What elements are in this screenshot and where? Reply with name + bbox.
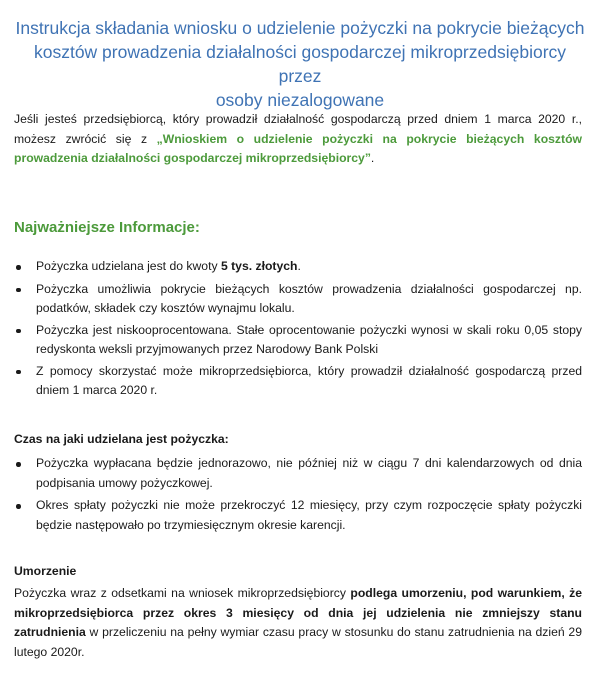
bullet-icon	[16, 288, 21, 293]
key-info-heading: Najważniejsze Informacje:	[14, 219, 200, 236]
remission-paragraph	[14, 584, 582, 662]
intro-text: Jeśli jesteś przedsiębiorcą, który prowadził działalność gospodarczą przed dniem 1 marca 2020 r., możesz zwrócić się z	[14, 112, 582, 146]
bullet-icon	[16, 462, 21, 467]
duration-item-2-text: Okres spłaty pożyczki nie może przekroczyć 12 miesięcy, przy czym rozpoczęcie spłaty pożyczki będzie następowało po trzymiesięcznym okresie karencji.	[36, 498, 582, 532]
key-info-list	[0, 257, 600, 401]
list-item	[0, 496, 600, 535]
list-item	[0, 280, 600, 319]
application-name: „Wnioskiem o udzielenie pożyczki na pokrycie bieżących kosztów prowadzenia działalności gospodarczej mikroprzedsiębiorcy”	[14, 131, 582, 165]
page-title	[14, 16, 586, 112]
key-info-item-1-end: .	[297, 259, 301, 273]
remission-text: Pożyczka wraz z odsetkami na wniosek mikroprzedsiębiorcy	[14, 586, 351, 600]
duration-item-1-text: Pożyczka wypłacana będzie jednorazowo, nie później niż w ciągu 7 dni kalendarzowych od dnia podpisania umowy pożyczkowej.	[36, 456, 582, 490]
key-info-item-2-text: Pożyczka umożliwia pokrycie bieżących kosztów prowadzenia działalności gospodarczej np. podatków, składek czy kosztów wynajmu lokalu.	[36, 281, 582, 315]
key-info-item-3-text: Pożyczka jest niskooprocentowana. Stałe oprocentowanie pożyczki wynosi w skali roku 0,05 stopy redyskonta weksli przyjmowanych przez Narodowy Bank Polski	[36, 322, 582, 356]
list-item	[0, 362, 600, 401]
key-info-item-4-text: Z pomocy skorzystać może mikroprzedsiębiorca, który prowadził działalność gospodarczą przed dniem 1 marca 2020 r.	[36, 363, 582, 397]
intro-paragraph	[14, 110, 582, 169]
duration-heading: Czas na jaki udzielana jest pożyczka:	[14, 432, 229, 446]
remission-condition: podlega umorzeniu, pod warunkiem, że mikroprzedsiębiorca przez okres 3 miesięcy od dnia jej udzielenia nie zmniejszy stanu zatrudnienia	[14, 586, 583, 639]
remission-text-end: w przeliczeniu na pełny wymiar czasu pracy w stosunku do stanu zatrudnienia na dzień 29 lutego 2020r.	[14, 625, 582, 659]
page-title-line-3: osoby niezalogowane	[215, 90, 385, 110]
page-title-line-2: kosztów prowadzenia działalności gospodarczej mikroprzedsiębiorcy przez	[33, 42, 567, 86]
remission-heading: Umorzenie	[14, 564, 77, 578]
list-item	[0, 257, 600, 277]
bullet-icon	[16, 329, 21, 334]
bullet-icon	[16, 370, 21, 375]
intro-end: .	[370, 151, 375, 165]
duration-list	[0, 454, 600, 535]
bullet-icon	[16, 504, 21, 509]
page-title-line-1: Instrukcja składania wniosku o udzielenie pożyczki na pokrycie bieżących	[15, 18, 585, 38]
key-info-item-1-text: Pożyczka udzielana jest do kwoty	[36, 259, 221, 273]
list-item	[0, 454, 600, 493]
bullet-icon	[16, 265, 21, 270]
loan-amount: 5 tys. złotych	[220, 259, 298, 273]
list-item	[0, 321, 600, 360]
